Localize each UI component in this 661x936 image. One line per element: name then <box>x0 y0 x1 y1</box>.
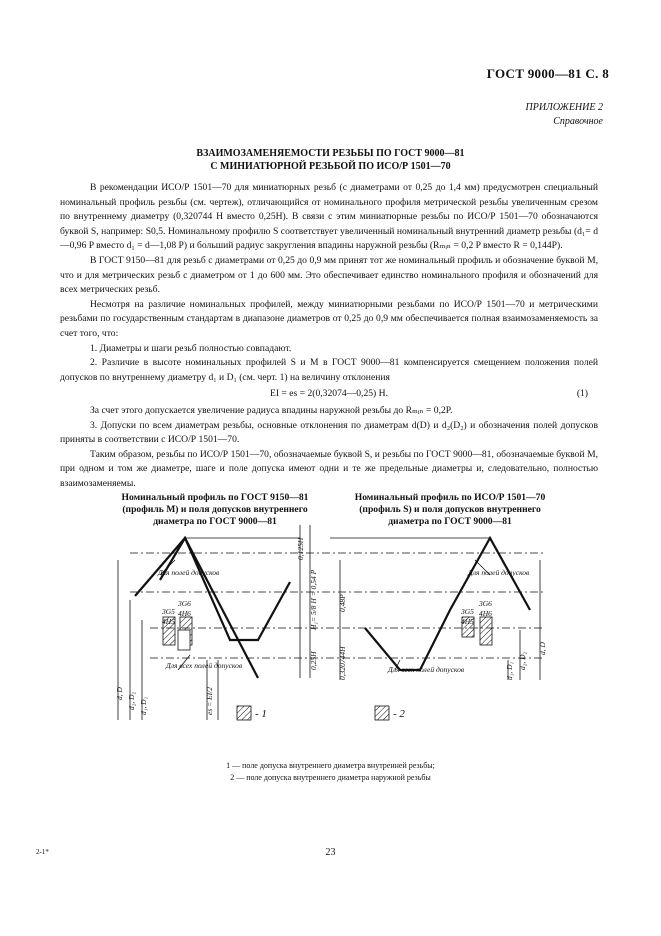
tol-4H6: 4H6 <box>178 609 191 618</box>
caption-left-line: Номинальный профиль по ГОСТ 9150—81 <box>121 492 309 503</box>
dim-0125H: 0,125H <box>296 537 305 560</box>
figure-legend <box>0 760 661 784</box>
legend-label-1: - 1 <box>255 708 267 720</box>
dim-054P: H₁= 5/8 H = 0,54 P <box>309 569 318 630</box>
dim-dD-left: d, D <box>115 687 124 700</box>
tol-4H5: 4H5 <box>162 617 175 626</box>
caption-right-line: диаметра по ГОСТ 9000—81 <box>388 516 512 527</box>
caption-left-line: диаметра по ГОСТ 9000—81 <box>153 516 277 527</box>
profile-M-left <box>135 538 258 678</box>
dim-0320744H: 0,320744H <box>338 646 347 680</box>
dim-d1D1-right: d₁, D₁ <box>505 661 514 680</box>
footer-mark: 2-1* <box>36 848 49 856</box>
tol-3G6-right: 3G6 <box>479 599 492 608</box>
appendix-subtitle: Справочное <box>553 116 603 127</box>
page-number: 23 <box>325 847 336 858</box>
thread-profile-drawing <box>0 520 661 760</box>
tol-4H5-right: 4H5 <box>461 617 474 626</box>
document-title <box>0 147 661 173</box>
title-line-1: ВЗАИМОЗАМЕНЯЕМОСТИ РЕЗЬБЫ ПО ГОСТ 9000—81 <box>196 148 465 159</box>
tol-3G5-right: 3G5 <box>461 607 474 616</box>
tol-3G5: 3G5 <box>162 607 175 616</box>
label-field-left: Для полей допусков <box>158 568 220 577</box>
dim-d2D2-left: d₂, D₂ <box>127 691 136 710</box>
tol-3G6: 3G6 <box>178 599 191 608</box>
title-line-2: С МИНИАТЮРНОЙ РЕЗЬБОЙ ПО ИСО/Р 1501—70 <box>210 161 451 172</box>
paragraph: В ГОСТ 9150—81 для резьб с диаметрами от 0,25 до 0,9 мм принят тот же номинальный профиль и обозначение буквой M, что и для метрических резьб с диаметром от 1 до 600 мм. Это обеспечивает единство номинального профиля и обозначений для всех метрических резьб. <box>60 254 598 296</box>
label-field-right: Для полей допусков <box>468 568 530 577</box>
profile-S <box>365 538 530 670</box>
paragraph: 3. Допуски по всем диаметрам резьбы, основные отклонения по диаметрам d(D) и d₂(D₂) и обозначения полей допусков приняты в соответствии с ИСО/Р 1501—70. <box>60 419 598 446</box>
appendix-label <box>526 101 604 129</box>
dim-d1D1-left: d₁, D₁ <box>139 696 148 715</box>
formula <box>60 387 598 402</box>
tol-4H6-right: 4H6 <box>479 609 492 618</box>
formula-text: EI = es = 2(0,32074—0,25) H. <box>270 388 388 400</box>
legend-item-2: 2 — поле допуска внутреннего диаметра наружной резьбы <box>230 773 431 782</box>
legend-item-1: 1 — поле допуска внутреннего диаметра внутренней резьбы; <box>226 761 435 770</box>
dim-es: es = EI/2 <box>205 687 214 715</box>
legend-box-2 <box>375 706 389 720</box>
label-all-left: Для всех полей допусков <box>166 661 243 670</box>
paragraph: Таким образом, резьбы по ИСО/Р 1501—70, обозначаемые буквой S, и резьбы по ГОСТ 9000—81, обозначаемые буквой M, при одном и том же диаметре, шаге и поле допуска имеют одни и те же предельные диаметры и, следовательно, полностью взаимозаменяемы. <box>60 448 598 489</box>
paragraph: В рекомендации ИСО/Р 1501—70 для миниатюрных резьб (с диаметрами от 0,25 до 1,4 мм) предусмотрен специальный номинальный профиль резьбы (см. чертеж), отличающийся от номинального профиля метрической резьбы увеличенным срезом по внутреннему диаметру (0,320744 H вместо 0,25H). В связи с этим миниатюрные резьбы по ИСО/Р 1501—70 обозначаются буквой S, например: S0,5. Номинальному профилю S соответствует увеличенный номинальный внутренний диаметр резьбы (d₁= d—0,96 P вместо d₁ = d—1,08 P) и больший радиус закругления впадины наружной резьбы (Rₘᵢₙ = 0,2 P вместо R = 0,144P). <box>60 182 598 252</box>
paragraph: 2. Различие в высоте номинальных профилей S и M в ГОСТ 9000—81 компенсируется смещением положения полей допусков по внутреннему диаметру d₁ и D₁ (см. черт. 1) на величину отклонения <box>60 357 598 383</box>
caption-right-line: (профиль S) и поля допусков внутреннего <box>359 504 541 515</box>
legend-label-2: - 2 <box>393 708 405 720</box>
caption-left-line: (профиль М) и поля допусков внутреннего <box>122 504 308 515</box>
dim-dD-right: d, D <box>538 642 547 655</box>
appendix-title: ПРИЛОЖЕНИЕ 2 <box>525 102 603 113</box>
dim-025H: 0,25H <box>309 651 318 670</box>
formula-number: (1) <box>576 388 588 400</box>
legend-box-1 <box>237 706 251 720</box>
paragraph: Несмотря на различие номинальных профилей, между миниатюрными резьбами по ИСО/Р 1501—70 и метрическими резьбами по государственным стандартам в диапазоне диаметров от 0,25 до 0,9 мм обеспечивается полная взаимозаменяемость за счет того, что: <box>60 298 598 339</box>
dim-d2D2-right: d₂, D₂ <box>518 651 527 670</box>
caption-right-line: Номинальный профиль по ИСО/Р 1501—70 <box>354 492 546 503</box>
paragraph: За счет этого допускается увеличение радиуса впадины наружной резьбы до Rₘᵢₙ = 0,2P. <box>90 404 453 416</box>
paragraph: 1. Диаметры и шаги резьб полностью совпадают. <box>90 342 292 354</box>
dim-048P: 0,48P <box>338 594 347 612</box>
tolerance-field-4 <box>480 617 492 645</box>
label-all-right: Для всех полей допусков <box>388 665 465 674</box>
body-text <box>60 181 598 491</box>
page-header: ГОСТ 9000—81 С. 8 <box>486 66 609 81</box>
